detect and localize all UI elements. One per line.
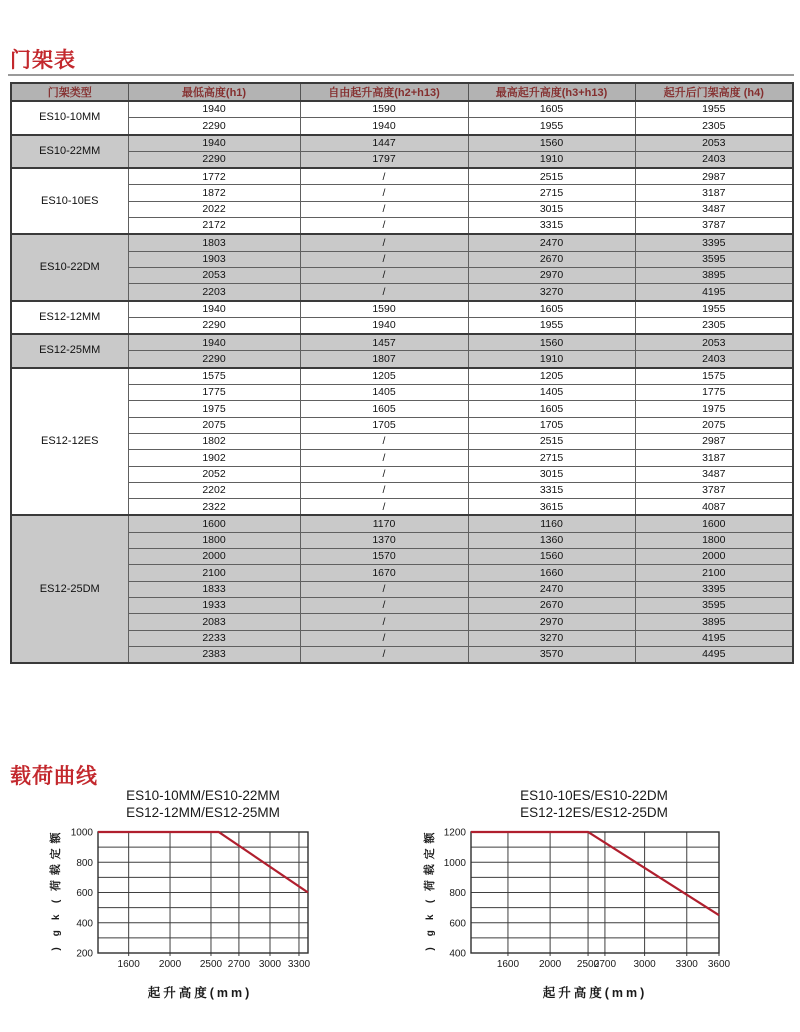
value-cell: / — [300, 284, 468, 301]
value-cell: / — [300, 201, 468, 217]
value-cell: 1560 — [468, 135, 635, 152]
value-cell: 3487 — [635, 201, 793, 217]
value-cell: 1705 — [300, 417, 468, 433]
value-cell: / — [300, 581, 468, 597]
value-cell: 1605 — [300, 401, 468, 417]
value-cell: 3015 — [468, 201, 635, 217]
y-tick-label: 1200 — [443, 827, 466, 839]
value-cell: 3015 — [468, 466, 635, 482]
table-row — [11, 532, 793, 548]
table-row — [11, 101, 793, 118]
y-axis-label-char: ( — [425, 899, 436, 904]
value-cell: 3615 — [468, 499, 635, 516]
value-cell: 2403 — [635, 351, 793, 368]
column-header-3: 最高起升高度(h3+h13) — [468, 83, 635, 101]
value-cell: 1600 — [635, 515, 793, 532]
value-cell: 1872 — [128, 185, 300, 201]
table-row — [11, 251, 793, 267]
value-cell: 1940 — [128, 135, 300, 152]
value-cell: 4087 — [635, 499, 793, 516]
value-cell: / — [300, 630, 468, 646]
load-chart-es-dm-models — [405, 784, 750, 1017]
value-cell: 3270 — [468, 284, 635, 301]
value-cell: 1902 — [128, 450, 300, 466]
value-cell: 2987 — [635, 168, 793, 185]
table-row — [11, 433, 793, 449]
value-cell: 4495 — [635, 646, 793, 663]
value-cell: 2383 — [128, 646, 300, 663]
value-cell: / — [300, 267, 468, 283]
value-cell: 3187 — [635, 450, 793, 466]
value-cell: 2053 — [635, 334, 793, 351]
value-cell: 1807 — [300, 351, 468, 368]
y-axis-label-char: 荷 — [424, 880, 436, 892]
value-cell: 1457 — [300, 334, 468, 351]
value-cell: 1955 — [635, 101, 793, 118]
y-tick-label: 600 — [449, 918, 466, 930]
value-cell: 2083 — [128, 614, 300, 630]
value-cell: 1447 — [300, 135, 468, 152]
table-row — [11, 234, 793, 251]
x-tick-label: 2500 — [199, 959, 223, 970]
value-cell: 3187 — [635, 185, 793, 201]
value-cell: 2172 — [128, 218, 300, 235]
value-cell: 2290 — [128, 351, 300, 368]
value-cell: 1670 — [300, 565, 468, 581]
mast-spec-table — [10, 82, 794, 664]
value-cell: 2000 — [128, 549, 300, 565]
value-cell: 1360 — [468, 532, 635, 548]
chart-title-line: ES10-10ES/ES10-22DM — [520, 788, 668, 803]
value-cell: 1405 — [300, 385, 468, 401]
value-cell: 3270 — [468, 630, 635, 646]
value-cell: 2052 — [128, 466, 300, 482]
value-cell: 3895 — [635, 614, 793, 630]
value-cell: 1660 — [468, 565, 635, 581]
value-cell: 2022 — [128, 201, 300, 217]
table-row — [11, 630, 793, 646]
table-row — [11, 581, 793, 597]
value-cell: 1940 — [300, 118, 468, 135]
value-cell: 1600 — [128, 515, 300, 532]
value-cell: 2515 — [468, 433, 635, 449]
value-cell: 1803 — [128, 234, 300, 251]
y-axis-label-char: 载 — [50, 864, 62, 876]
value-cell: 1605 — [468, 401, 635, 417]
table-row — [11, 417, 793, 433]
y-axis-label-char: g — [425, 930, 436, 937]
value-cell: 1940 — [128, 334, 300, 351]
value-cell: 2100 — [128, 565, 300, 581]
value-cell: / — [300, 466, 468, 482]
value-cell: 2075 — [635, 417, 793, 433]
value-cell: 3895 — [635, 267, 793, 283]
table-row — [11, 614, 793, 630]
value-cell: 1800 — [635, 532, 793, 548]
value-cell: / — [300, 218, 468, 235]
value-cell: 2233 — [128, 630, 300, 646]
mast-table-heading: 门架表 — [10, 49, 76, 73]
value-cell: 1205 — [300, 368, 468, 385]
table-row — [11, 549, 793, 565]
y-axis-label-char: 载 — [424, 864, 436, 876]
table-row — [11, 267, 793, 283]
y-tick-label: 800 — [449, 888, 466, 899]
value-cell: / — [300, 646, 468, 663]
load-curve-chart — [405, 784, 750, 1012]
table-row — [11, 482, 793, 498]
value-cell: 1570 — [300, 549, 468, 565]
value-cell: 2053 — [128, 267, 300, 283]
value-cell: 1975 — [128, 401, 300, 417]
x-tick-label: 3000 — [633, 959, 656, 970]
value-cell: 1940 — [128, 301, 300, 318]
value-cell: 2970 — [468, 614, 635, 630]
column-header-2: 自由起升高度(h2+h13) — [300, 83, 468, 101]
value-cell: 1560 — [468, 334, 635, 351]
mast-table — [10, 82, 792, 664]
table-row — [11, 646, 793, 663]
table-row — [11, 185, 793, 201]
value-cell: 2075 — [128, 417, 300, 433]
y-tick-label: 400 — [449, 948, 466, 960]
mast-type-cell: ES10-10ES — [11, 168, 128, 234]
value-cell: 3315 — [468, 218, 635, 235]
chart-title-line: ES10-10MM/ES10-22MM — [126, 788, 280, 803]
value-cell: 1575 — [635, 368, 793, 385]
value-cell: 3595 — [635, 251, 793, 267]
mast-type-cell: ES12-12ES — [11, 368, 128, 516]
mast-type-cell: ES12-12MM — [11, 301, 128, 335]
x-axis-label: 起升高度(mm) — [147, 986, 253, 1000]
value-cell: 1955 — [468, 118, 635, 135]
chart-title-line: ES12-12ES/ES12-25DM — [520, 805, 668, 820]
value-cell: / — [300, 433, 468, 449]
value-cell: / — [300, 614, 468, 630]
value-cell: 2305 — [635, 317, 793, 334]
value-cell: 1590 — [300, 301, 468, 318]
value-cell: 1370 — [300, 532, 468, 548]
table-row — [11, 135, 793, 152]
value-cell: 2322 — [128, 499, 300, 516]
y-axis-label-char: 额 — [424, 832, 436, 844]
load-curve-heading: 载荷曲线 — [10, 765, 98, 789]
value-cell: 1575 — [128, 368, 300, 385]
value-cell: 1910 — [468, 151, 635, 168]
value-cell: 1205 — [468, 368, 635, 385]
column-header-0: 门架类型 — [11, 83, 128, 101]
load-chart-mm-models — [30, 784, 375, 1017]
value-cell: 3787 — [635, 482, 793, 498]
column-header-4: 起升后门架高度 (h4) — [635, 83, 793, 101]
x-tick-label: 2700 — [593, 959, 617, 970]
y-tick-label: 600 — [76, 888, 93, 899]
value-cell: 1802 — [128, 433, 300, 449]
table-row — [11, 597, 793, 613]
x-axis-label: 起升高度(mm) — [542, 986, 648, 1000]
value-cell: / — [300, 185, 468, 201]
value-cell: 1170 — [300, 515, 468, 532]
x-tick-label: 2000 — [538, 959, 562, 970]
value-cell: 1910 — [468, 351, 635, 368]
table-row — [11, 201, 793, 217]
value-cell: 3595 — [635, 597, 793, 613]
value-cell: 2203 — [128, 284, 300, 301]
value-cell: 2970 — [468, 267, 635, 283]
value-cell: 1800 — [128, 532, 300, 548]
value-cell: 2670 — [468, 597, 635, 613]
value-cell: 1705 — [468, 417, 635, 433]
mast-type-cell: ES10-10MM — [11, 101, 128, 135]
value-cell: 1775 — [128, 385, 300, 401]
value-cell: 4195 — [635, 630, 793, 646]
value-cell: 2000 — [635, 549, 793, 565]
value-cell: 2290 — [128, 151, 300, 168]
table-row — [11, 466, 793, 482]
value-cell: / — [300, 597, 468, 613]
value-cell: 4195 — [635, 284, 793, 301]
table-row — [11, 284, 793, 301]
value-cell: 1590 — [300, 101, 468, 118]
table-row — [11, 565, 793, 581]
y-tick-label: 800 — [76, 857, 93, 869]
y-axis-label-char: 荷 — [50, 880, 62, 892]
value-cell: 2715 — [468, 185, 635, 201]
value-cell: 3395 — [635, 581, 793, 597]
table-row — [11, 118, 793, 135]
x-tick-label: 1600 — [496, 959, 520, 970]
y-tick-label: 200 — [76, 948, 93, 960]
x-tick-label: 1600 — [117, 959, 140, 970]
value-cell: 2305 — [635, 118, 793, 135]
y-axis-label-char: k — [425, 914, 436, 921]
y-axis-label-char: 额 — [50, 832, 62, 844]
table-row — [11, 515, 793, 532]
table-row — [11, 151, 793, 168]
load-curve-chart — [30, 784, 375, 1012]
value-cell: 2290 — [128, 118, 300, 135]
y-axis-label-char: ) — [425, 947, 436, 951]
y-tick-label: 1000 — [70, 827, 93, 839]
value-cell: 1903 — [128, 251, 300, 267]
value-cell: / — [300, 251, 468, 267]
x-tick-label: 3000 — [258, 959, 282, 970]
value-cell: 2470 — [468, 234, 635, 251]
value-cell: 2202 — [128, 482, 300, 498]
y-axis-label-char: 定 — [50, 848, 62, 860]
value-cell: 1833 — [128, 581, 300, 597]
y-tick-label: 1000 — [443, 857, 466, 869]
value-cell: 1975 — [635, 401, 793, 417]
value-cell: 1605 — [468, 101, 635, 118]
value-cell: 3570 — [468, 646, 635, 663]
x-tick-label: 2700 — [227, 959, 251, 970]
table-row — [11, 218, 793, 235]
y-axis-label-char: ) — [51, 947, 62, 951]
y-axis-label-char: 定 — [424, 848, 436, 860]
mast-type-cell: ES10-22MM — [11, 135, 128, 169]
table-row — [11, 450, 793, 466]
value-cell: 1940 — [300, 317, 468, 334]
value-cell: 3395 — [635, 234, 793, 251]
mast-type-cell: ES10-22DM — [11, 234, 128, 300]
x-tick-label: 2000 — [158, 959, 182, 970]
value-cell: 2670 — [468, 251, 635, 267]
value-cell: 1160 — [468, 515, 635, 532]
value-cell: / — [300, 482, 468, 498]
value-cell: 2470 — [468, 581, 635, 597]
value-cell: 2053 — [635, 135, 793, 152]
value-cell: 1797 — [300, 151, 468, 168]
horizontal-rule — [8, 74, 794, 76]
value-cell: / — [300, 234, 468, 251]
value-cell: 2403 — [635, 151, 793, 168]
value-cell: 3315 — [468, 482, 635, 498]
y-axis-label-char: g — [51, 930, 62, 937]
value-cell: 1560 — [468, 549, 635, 565]
table-row — [11, 385, 793, 401]
x-tick-label: 3300 — [675, 959, 698, 970]
x-tick-label: 2500 — [576, 959, 600, 970]
value-cell: 2515 — [468, 168, 635, 185]
x-tick-label: 3600 — [707, 959, 731, 970]
value-cell: 3487 — [635, 466, 793, 482]
table-row — [11, 499, 793, 516]
value-cell: 1605 — [468, 301, 635, 318]
table-row — [11, 317, 793, 334]
table-row — [11, 168, 793, 185]
value-cell: 2987 — [635, 433, 793, 449]
value-cell: 1955 — [635, 301, 793, 318]
column-header-1: 最低高度(h1) — [128, 83, 300, 101]
mast-type-cell: ES12-25DM — [11, 515, 128, 663]
value-cell: 1775 — [635, 385, 793, 401]
y-axis-label-char: ( — [51, 899, 62, 904]
table-row — [11, 334, 793, 351]
value-cell: / — [300, 499, 468, 516]
table-row — [11, 368, 793, 385]
x-tick-label: 3300 — [287, 959, 311, 970]
value-cell: 1940 — [128, 101, 300, 118]
value-cell: 2100 — [635, 565, 793, 581]
table-row — [11, 301, 793, 318]
value-cell: / — [300, 450, 468, 466]
table-row — [11, 351, 793, 368]
value-cell: 3787 — [635, 218, 793, 235]
mast-type-cell: ES12-25MM — [11, 334, 128, 368]
value-cell: 2290 — [128, 317, 300, 334]
value-cell: 1955 — [468, 317, 635, 334]
value-cell: 1933 — [128, 597, 300, 613]
value-cell: 1405 — [468, 385, 635, 401]
y-axis-label-char: k — [51, 914, 62, 921]
value-cell: 1772 — [128, 168, 300, 185]
value-cell: 2715 — [468, 450, 635, 466]
chart-title-line: ES12-12MM/ES12-25MM — [126, 805, 280, 820]
value-cell: / — [300, 168, 468, 185]
table-row — [11, 401, 793, 417]
y-tick-label: 400 — [76, 918, 93, 930]
